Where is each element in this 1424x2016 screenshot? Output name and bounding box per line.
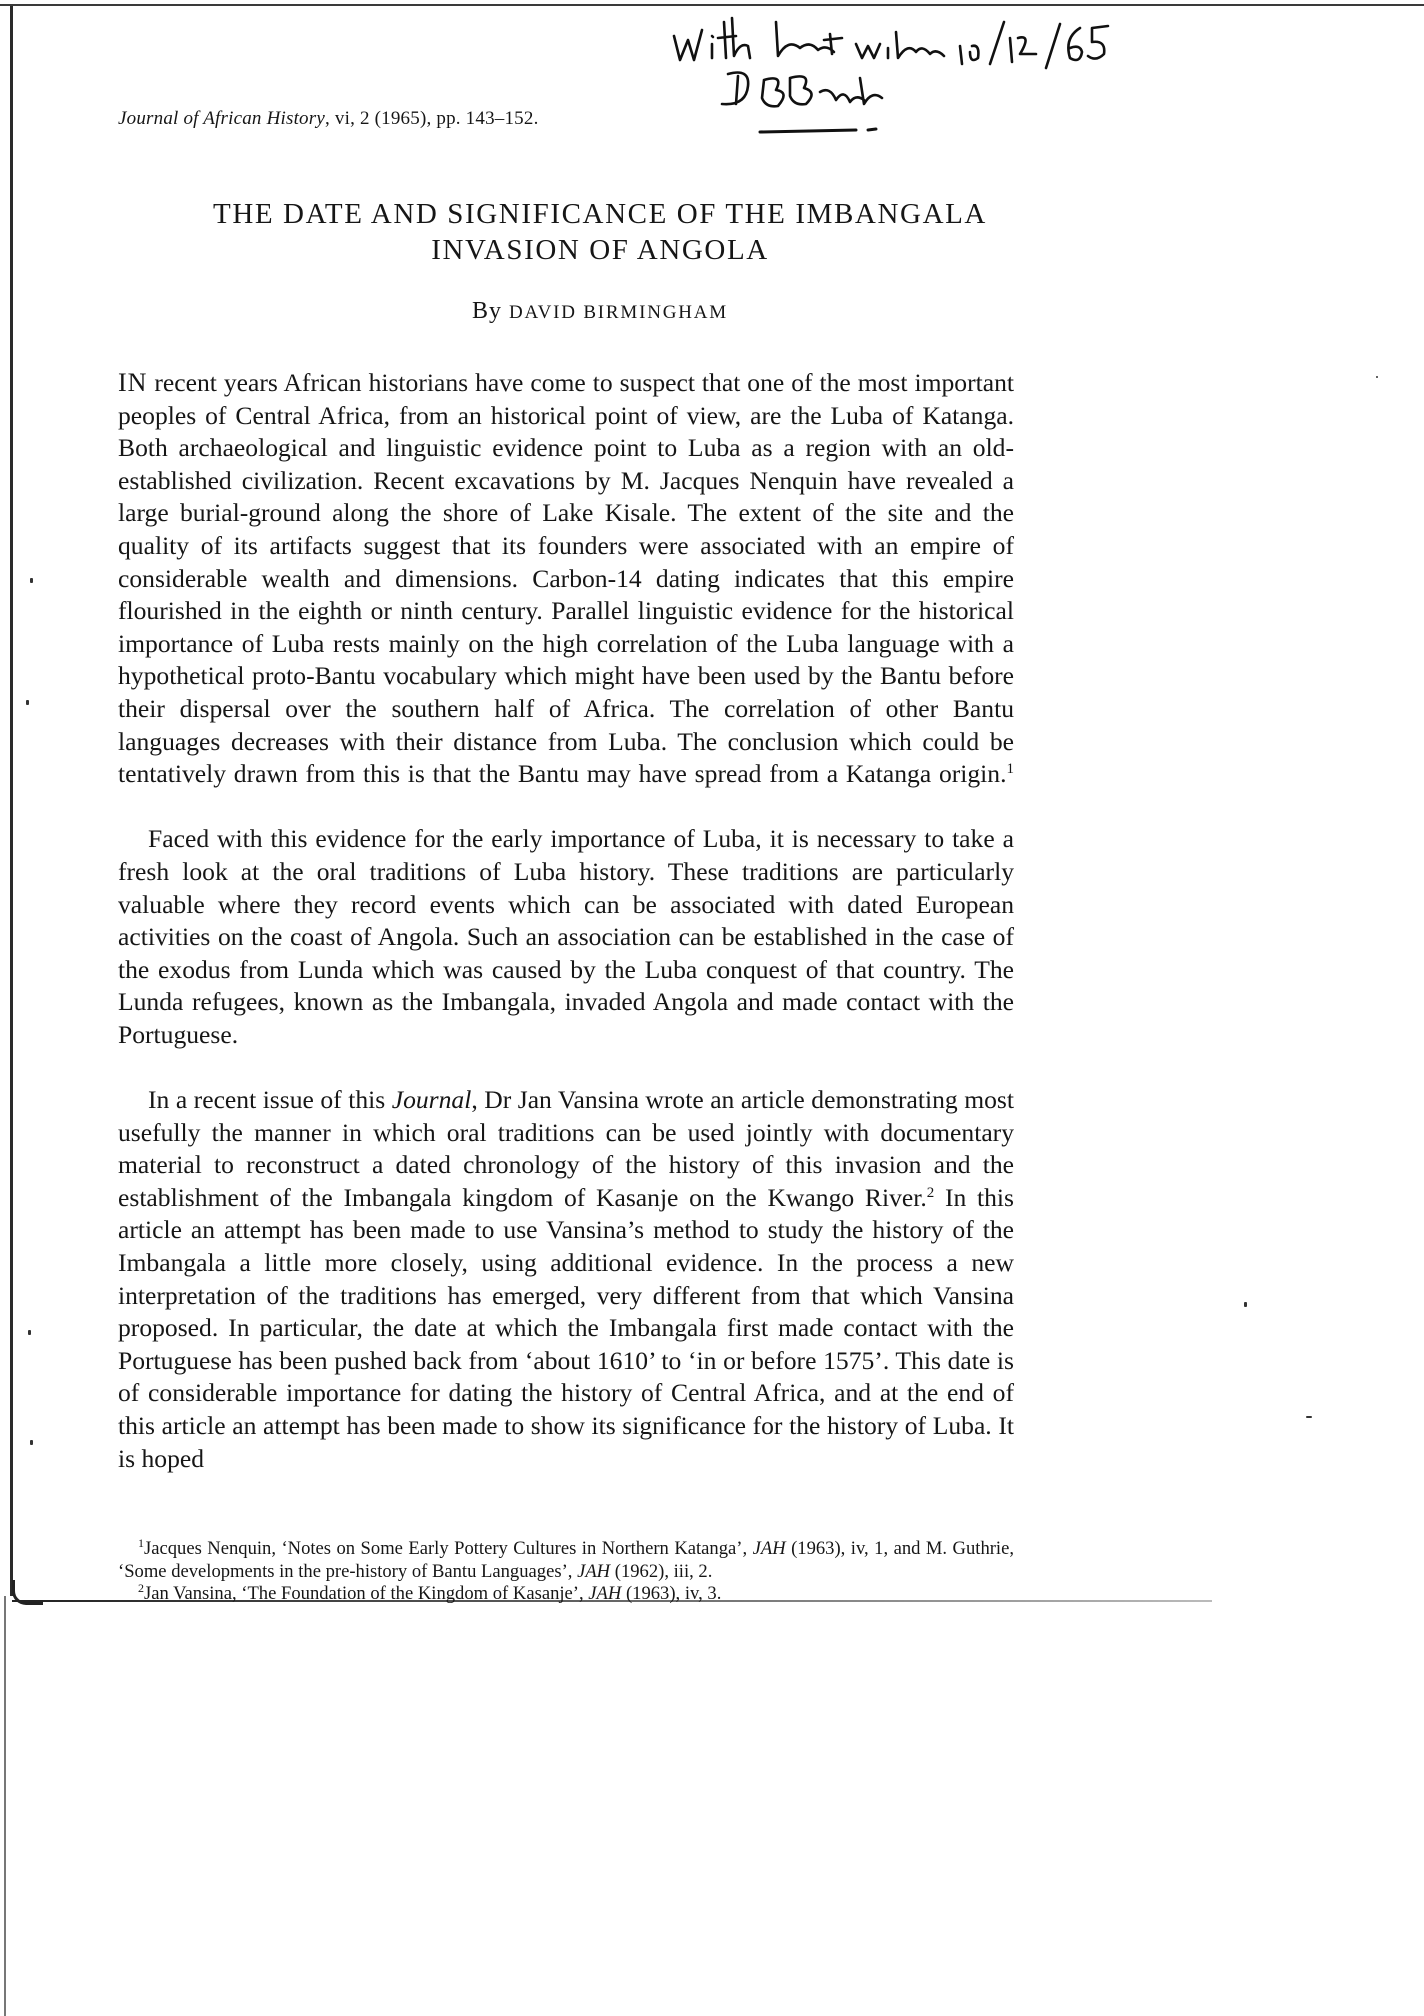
title-line-1: THE DATE AND SIGNIFICANCE OF THE IMBANGALA	[213, 198, 987, 230]
signature-stroke	[790, 76, 882, 104]
scan-left-border	[10, 6, 13, 1596]
byline	[100, 298, 1100, 325]
speck	[26, 700, 29, 705]
paragraph-2: Faced with this evidence for the early importance of Luba, it is necessary to take a fresh look at the oral traditions of Luba history. These traditions are particularly valuable where they record events which can be associated with dated European activities on the coast of Angola. Such an association can be established in the case of the exodus from Lunda which was caused by the Luba conquest of that country. The Lunda refugees, known as the Imbangala, invaded Angola and made contact with the Portuguese.	[118, 824, 1014, 1049]
speck	[30, 1440, 33, 1445]
handwriting-stroke	[776, 22, 842, 56]
footnote-1-jah-b: JAH	[577, 1560, 611, 1582]
signature-stroke	[722, 73, 748, 105]
paragraph-3	[118, 1084, 1014, 1475]
scan-left-edge	[4, 1596, 6, 2016]
speck	[1244, 1302, 1247, 1307]
speck	[1306, 1416, 1312, 1418]
journal-citation: , vi, 2 (1965), pp. 143–152.	[324, 108, 539, 129]
signature-underline	[760, 129, 876, 132]
byline-prefix: By	[471, 298, 502, 324]
journal-name: Journal of African History	[118, 108, 325, 129]
handwriting-stroke	[856, 32, 944, 58]
footnotes	[118, 1538, 1014, 1606]
author-name: DAVID BIRMINGHAM	[509, 302, 728, 323]
footnote-1	[118, 1538, 1014, 1583]
handwriting-stroke	[960, 22, 1108, 68]
footnote-1-part-b: (1963), iv, 1, and M. Guthrie, ‘Some developments in the pre-history of Bantu Languages’,	[118, 1538, 1014, 1582]
title-line-2: INVASION OF ANGOLA	[431, 234, 769, 266]
paragraph-3-journal: Journal	[391, 1085, 472, 1115]
paragraph-1-lead: IN	[118, 368, 148, 397]
footnote-2-part-b: (1963), iv, 3.	[621, 1583, 722, 1604]
footnote-2-number: 2	[138, 1581, 144, 1595]
footnote-1-part-c: (1962), iii, 2.	[610, 1560, 713, 1582]
paragraph-3-end: In this article an attempt has been made to use Vansina’s method to study the history of the Imbangala a little more closely, using additional evidence. In the process a new interpretation of the traditions has emerged, very different from that which Vansina proposed. In particular, the date at which the Imbangala first made contact with the Portuguese has been pushed back from ‘about 1610’ to ‘in or before 1575’. This date is of considerable importance for dating the history of Central Africa, and at the end of this article an attempt has been made to show its significance for the history of Luba. It is hoped	[118, 1182, 1014, 1473]
handwriting-stroke	[712, 36, 713, 58]
speck	[30, 578, 33, 583]
article-title	[100, 196, 1100, 268]
paragraph-3-middle: , Dr Jan Vansina wrote an article demonstrating most usefully the manner in which oral traditions can be used jointly with documentary material to reconstruct a dated chronology of the history of this invasion and the establishment of the Imbangala kingdom of Kasanje on the Kwango River.	[118, 1085, 1015, 1212]
footnote-ref-2[interactable]: 2	[926, 1184, 935, 1201]
handwriting-stroke	[674, 30, 702, 60]
speck	[1376, 376, 1378, 378]
footnote-2-jah: JAH	[588, 1583, 622, 1604]
handwriting-stroke	[718, 18, 750, 58]
speck	[28, 1330, 31, 1335]
article-body	[118, 367, 1014, 1475]
footnote-ref-1[interactable]: 1	[1006, 761, 1014, 778]
paragraph-1-text: recent years African historians have come to suspect that one of the most important peoples of Central Africa, from an historical point of view, are the Luba of Katanga. Both archaeological and linguistic evidence point to Luba as a region with an old-established civilization. Recent excavations by M. Jacques Nenquin have revealed a large burial-ground along the shore of Lake Kisale. The extent of the site and the quality of its artifacts suggest that its founders were associated with an empire of considerable wealth and dimensions. Carbon-14 dating indicates that this empire flourished in the eighth or ninth century. Parallel linguistic evidence for the historical importance of Luba rests mainly on the high correlation of the Luba language with a hypothetical proto-Bantu vocabulary which might have been used by the Bantu before their dispersal over the southern half of Africa. The correlation of other Bantu languages decreases with their distance from Luba. The conclusion which could be tentatively drawn from this is that the Bantu may have spread from a Katanga origin.	[118, 368, 1014, 789]
paragraph-1	[118, 367, 1014, 823]
scan-top-border	[0, 4, 1424, 6]
handwritten-dedication	[660, 8, 1220, 143]
journal-reference	[118, 108, 539, 130]
signature-stroke	[762, 78, 784, 106]
footnote-1-part-a: Jacques Nenquin, ‘Notes on Some Early Pottery Cultures in Northern Katanga’,	[144, 1538, 753, 1559]
footnote-1-number: 1	[138, 1536, 144, 1550]
footnote-2-part-a: Jan Vansina, ‘The Foundation of the Kingdom of Kasanje’,	[144, 1583, 589, 1604]
paragraph-3-start: In a recent issue of this	[148, 1085, 392, 1115]
footnote-2	[118, 1583, 1014, 1606]
footnote-1-jah-a: JAH	[752, 1538, 786, 1559]
